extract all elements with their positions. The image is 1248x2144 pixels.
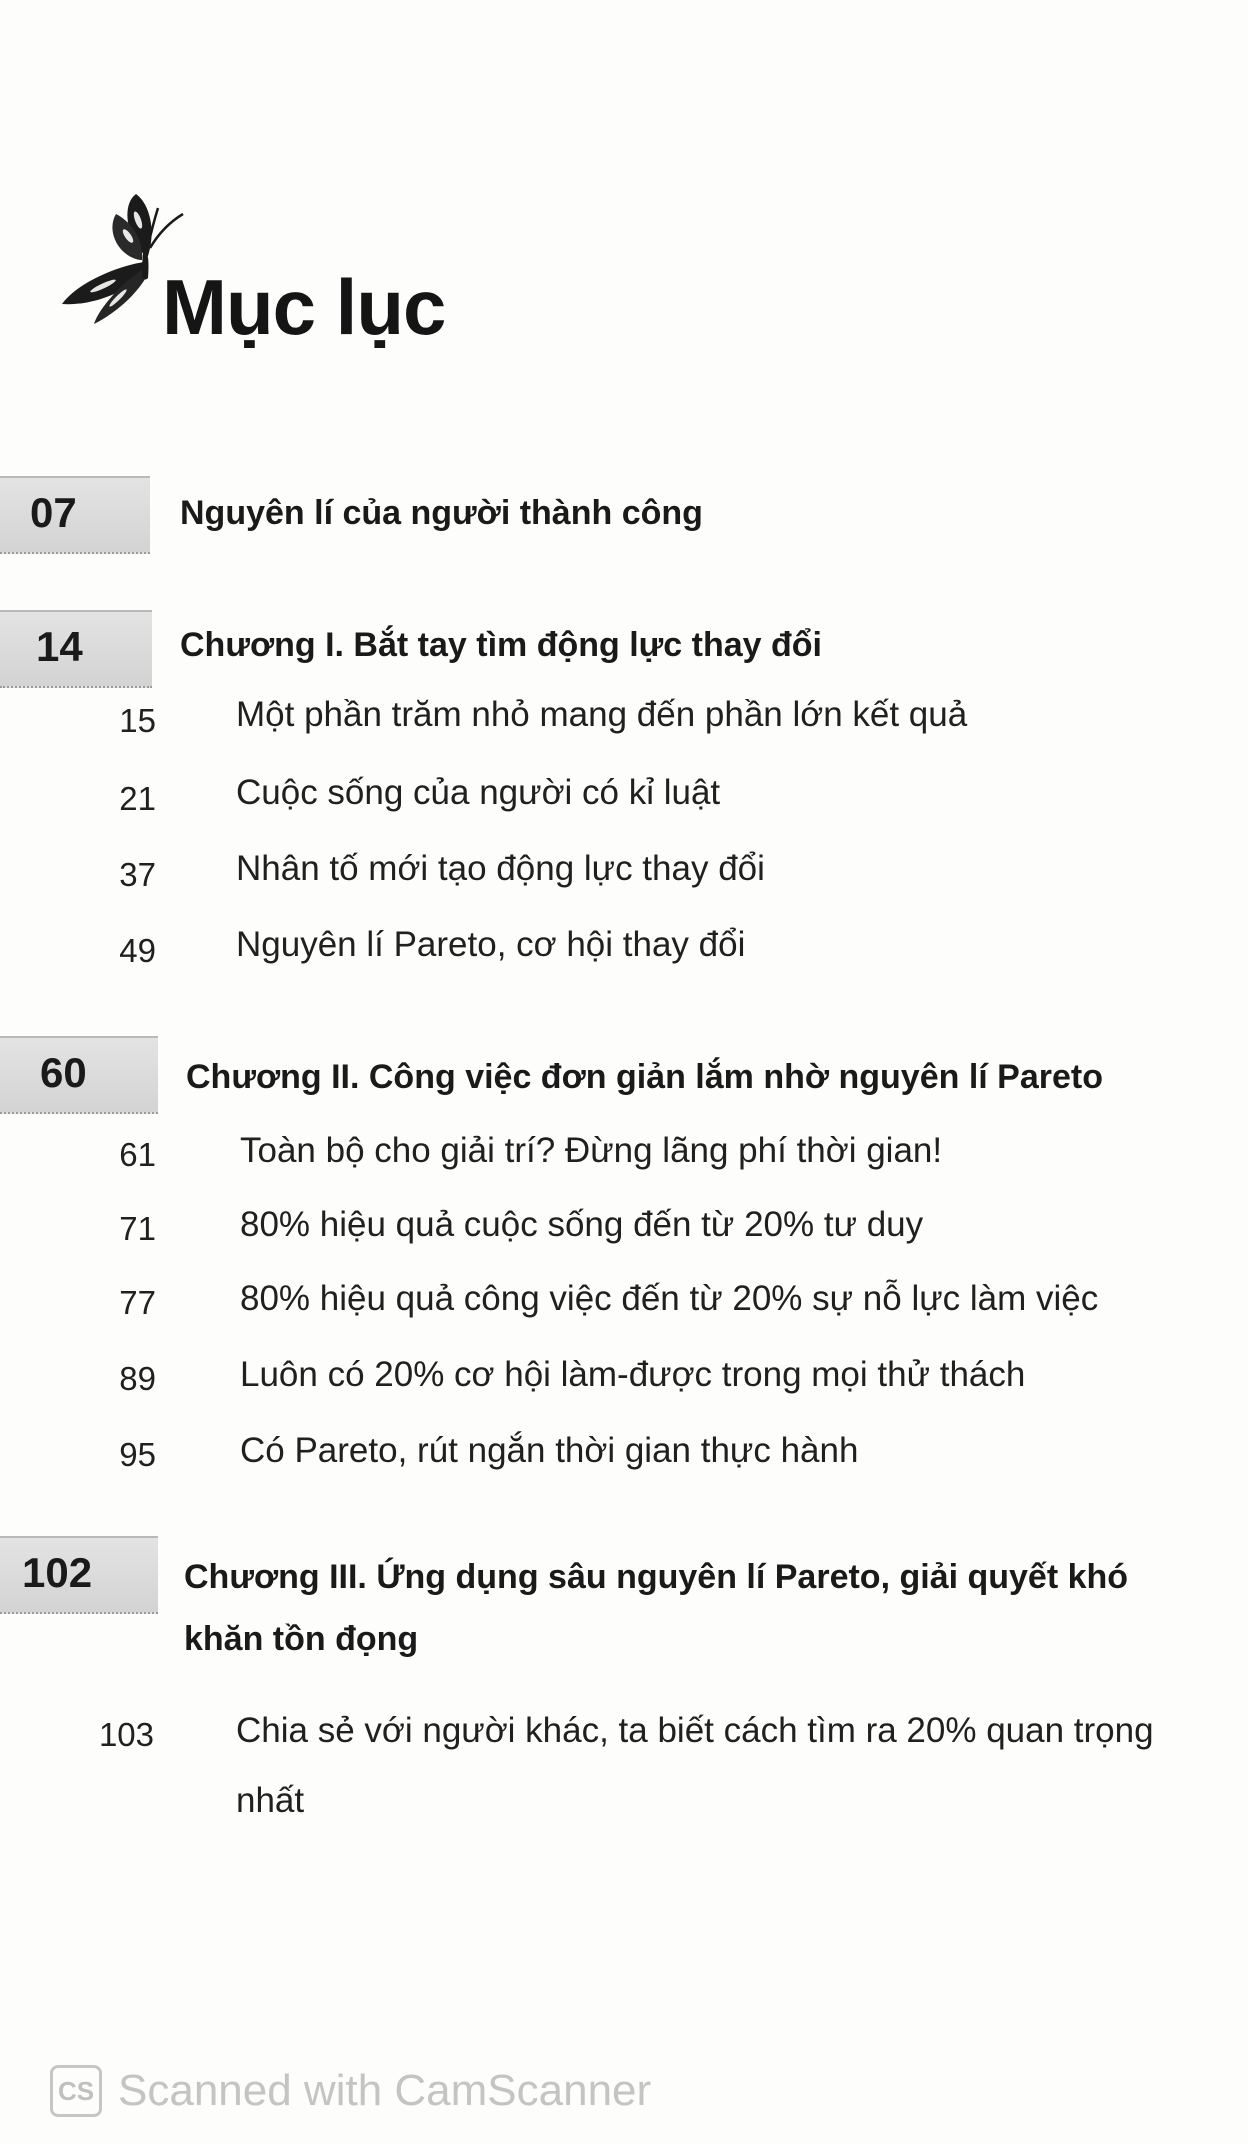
entry-page-number: 95 <box>119 1436 156 1473</box>
entry-page-number: 37 <box>119 856 156 893</box>
section-page-number: 07 <box>30 489 77 536</box>
entry-page-number: 49 <box>119 932 156 969</box>
entry-page-number: 61 <box>119 1136 156 1173</box>
entry-title: Một phần trăm nhỏ mang đến phần lớn kết quả <box>236 695 968 734</box>
entry-page-number: 15 <box>119 702 156 739</box>
entry-title: 80% hiệu quả cuộc sống đến từ 20% tư duy <box>240 1205 924 1244</box>
section-page-number: 102 <box>22 1549 93 1596</box>
entry-title: 80% hiệu quả công việc đến từ 20% sự nỗ lực làm việc <box>240 1279 1099 1318</box>
entry-title: Luôn có 20% cơ hội làm-được trong mọi thử thách <box>240 1355 1026 1394</box>
entry-page-number: 77 <box>119 1284 156 1321</box>
section-page-number: 14 <box>36 623 83 670</box>
entry-title: Nguyên lí Pareto, cơ hội thay đổi <box>236 925 746 964</box>
section-title[interactable]: Nguyên lí của người thành công <box>180 494 703 532</box>
entry-title: Toàn bộ cho giải trí? Đừng lãng phí thời gian! <box>240 1131 943 1170</box>
page-number-badge <box>0 1036 158 1114</box>
page-number-badge <box>0 1536 158 1614</box>
section-title[interactable]: Chương III. Ứng dụng sâu nguyên lí Pareto, giải quyết khó khăn tồn đọng <box>184 1558 1129 1658</box>
camscanner-logo-icon: CS <box>50 2065 102 2117</box>
section-page-number: 60 <box>40 1049 87 1096</box>
camscanner-watermark <box>50 2062 651 2120</box>
watermark-text: Scanned with CamScanner <box>118 2066 652 2115</box>
section-title[interactable]: Chương I. Bắt tay tìm động lực thay đổi <box>180 626 822 664</box>
entry-page-number: 103 <box>98 1716 154 1753</box>
page-number-badge <box>0 476 150 554</box>
entry-page-number: 89 <box>119 1360 156 1397</box>
page-title: Mục lục <box>162 263 446 351</box>
entry-page-number: 71 <box>119 1210 156 1247</box>
entry-title: Cuộc sống của người có kỉ luật <box>236 773 721 812</box>
entry-title: Có Pareto, rút ngắn thời gian thực hành <box>240 1431 859 1470</box>
entry-page-number: 21 <box>119 780 156 817</box>
entry-title: Nhân tố mới tạo động lực thay đổi <box>236 849 765 888</box>
section-title[interactable]: Chương II. Công việc đơn giản lắm nhờ nguyên lí Pareto <box>186 1058 1103 1096</box>
entry-title: Chia sẻ với người khác, ta biết cách tìm ra 20% quan trọng nhất <box>236 1711 1154 1820</box>
page-number-badge <box>0 610 152 688</box>
